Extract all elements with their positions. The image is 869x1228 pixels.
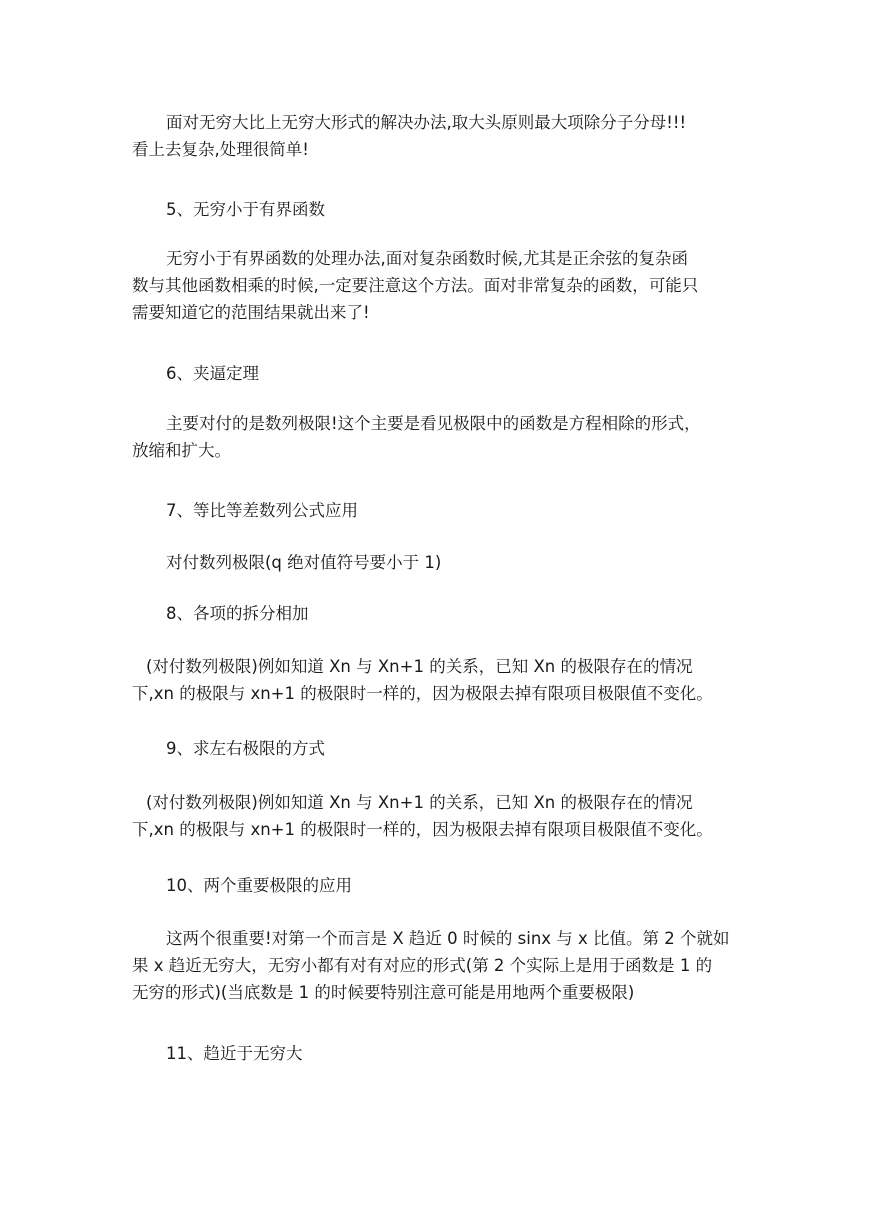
text-line: 无穷小于有界函数的处理办法,面对复杂函数时候,尤其是正余弦的复杂函: [166, 249, 688, 268]
section-heading-11: 11、趋近于无穷大: [166, 1044, 303, 1063]
text-line: 果 x 趋近无穷大，无穷小都有对有对应的形式(第 2 个实际上是用于函数是 1 的: [132, 956, 713, 975]
text-line: 无穷的形式)(当底数是 1 的时候要特别注意可能是用地两个重要极限): [132, 983, 635, 1002]
section-heading-5: 5、无穷小于有界函数: [166, 200, 325, 219]
paragraph-important-limits: [132, 925, 752, 1006]
paragraph-one-sided-limits: [132, 789, 752, 843]
text-line: 下,xn 的极限与 xn+1 的极限时一样的，因为极限去掉有限项目极限值不变化。: [132, 684, 713, 703]
text-line: 对付数列极限(q 绝对值符号要小于 1): [166, 553, 442, 572]
paragraph-bounded-function: [132, 245, 752, 326]
paragraph-squeeze-theorem: [132, 410, 752, 464]
text-line: 数与其他函数相乘的时候,一定要注意这个方法。面对非常复杂的函数，可能只: [132, 276, 699, 295]
section-heading-7: 7、等比等差数列公式应用: [166, 501, 358, 520]
text-line: 放缩和扩大。: [132, 441, 231, 460]
text-line: 面对无穷大比上无穷大形式的解决办法,取大头原则最大项除分子分母!!!: [166, 113, 687, 132]
text-line: 下,xn 的极限与 xn+1 的极限时一样的，因为极限去掉有限项目极限值不变化。: [132, 820, 713, 839]
text-line: (对付数列极限)例如知道 Xn 与 Xn+1 的关系，已知 Xn 的极限存在的情况: [146, 657, 693, 676]
text-line: 这两个很重要!对第一个而言是 X 趋近 0 时候的 sinx 与 x 比值。第 2 个就如: [166, 929, 730, 948]
text-line: 需要知道它的范围结果就出来了!: [132, 303, 370, 322]
text-line: 看上去复杂,处理很简单!: [132, 140, 309, 159]
text-line: 主要对付的是数列极限!这个主要是看见极限中的函数是方程相除的形式，: [166, 414, 701, 433]
section-heading-8: 8、各项的拆分相加: [166, 604, 309, 623]
paragraph-term-splitting: [132, 653, 752, 707]
paragraph-geometric-series: [132, 549, 752, 576]
section-heading-9: 9、求左右极限的方式: [166, 739, 325, 758]
section-heading-6: 6、夹逼定理: [166, 364, 259, 383]
paragraph-infinity-ratio: [132, 109, 752, 163]
section-heading-10: 10、两个重要极限的应用: [166, 876, 352, 895]
text-line: (对付数列极限)例如知道 Xn 与 Xn+1 的关系，已知 Xn 的极限存在的情况: [146, 793, 693, 812]
